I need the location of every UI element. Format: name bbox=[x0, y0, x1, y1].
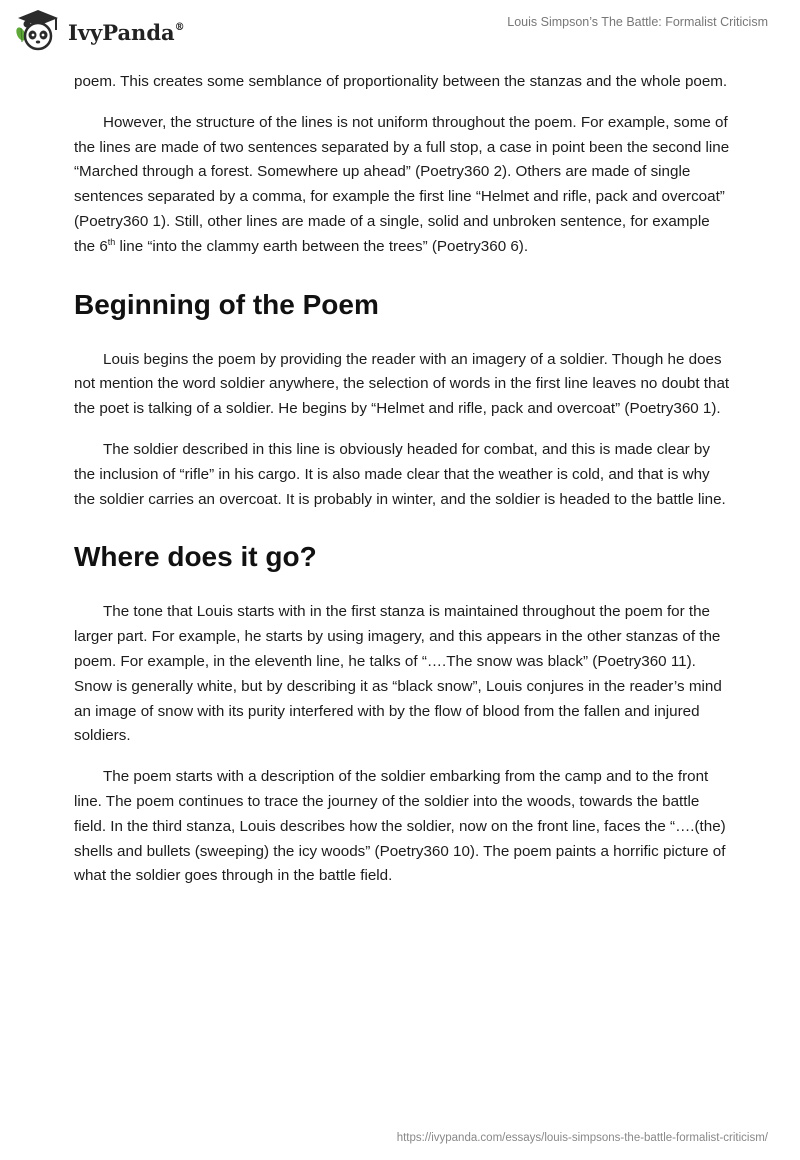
paragraph: The soldier described in this line is obviously headed for combat, and this is made clear by the inclusion of “rifle” in his cargo. It is also made clear that the weather is cold, and that is why the soldier carries an overcoat. It is probably in winter, and the soldier is headed to the battle line. bbox=[74, 440, 726, 508]
page-header bbox=[0, 0, 800, 60]
paragraph: poem. This creates some semblance of proportionality between the stanzas and the whole poem. bbox=[74, 73, 728, 90]
section-heading: Beginning of the Poem bbox=[74, 288, 379, 320]
document-title: Louis Simpson’s The Battle: Formalist Criticism bbox=[507, 15, 768, 29]
paragraph: However, the structure of the lines is not uniform throughout the poem. For example, some of the lines are made of two sentences separated by a full stop, a case in point been the second line “Marched through a forest. Somewhere up ahead” (Poetry360 2). Others are made of single sentences separated by a comma, for example the first line “Helmet and rifle, pack and overcoat” (Poetry360 1). Still, other lines are made of a single, solid and unbroken sentence, for example the 6th line “into the clammy earth between the trees” (Poetry360 6). bbox=[74, 113, 730, 255]
paragraph: Louis begins the poem by providing the reader with an imagery of a soldier. Though he does not mention the word soldier anywhere, the selection of words in the first line leaves no doubt that the poet is talking of a soldier. He begins by “Helmet and rifle, pack and overcoat” (Poetry360 1). bbox=[74, 350, 730, 418]
source-url[interactable]: https://ivypanda.com/essays/louis-simpsons-the-battle-formalist-criticism/ bbox=[396, 1132, 768, 1144]
paragraph: The tone that Louis starts with in the first stanza is maintained throughout the poem for the larger part. For example, he starts by using imagery, and this appears in the other stanzas of the poem. For example, in the eleventh line, he talks of “….The snow was black” (Poetry360 11). Snow is generally white, but by describing it as “black snow”, Louis conjures in the reader’s mind an image of snow with its purity interfered with by the flow of blood from the fallen and injured soldiers. bbox=[74, 603, 722, 745]
paragraph: The poem starts with a description of the soldier embarking from the camp and to the front line. The poem continues to trace the journey of the soldier into the woods, towards the battle field. In the third stanza, Louis describes how the soldier, now on the front line, faces the “….(the) shells and bullets (sweeping) the icy woods” (Poetry360 10). The poem paints a horrific picture of what the soldier goes through in the battle field. bbox=[74, 768, 726, 885]
ivypanda-logo-icon bbox=[14, 8, 62, 52]
section-heading: Where does it go? bbox=[74, 541, 317, 573]
brand-logo[interactable] bbox=[14, 8, 185, 52]
brand-name: IvyPanda® bbox=[68, 19, 185, 45]
essay-content bbox=[74, 70, 734, 905]
